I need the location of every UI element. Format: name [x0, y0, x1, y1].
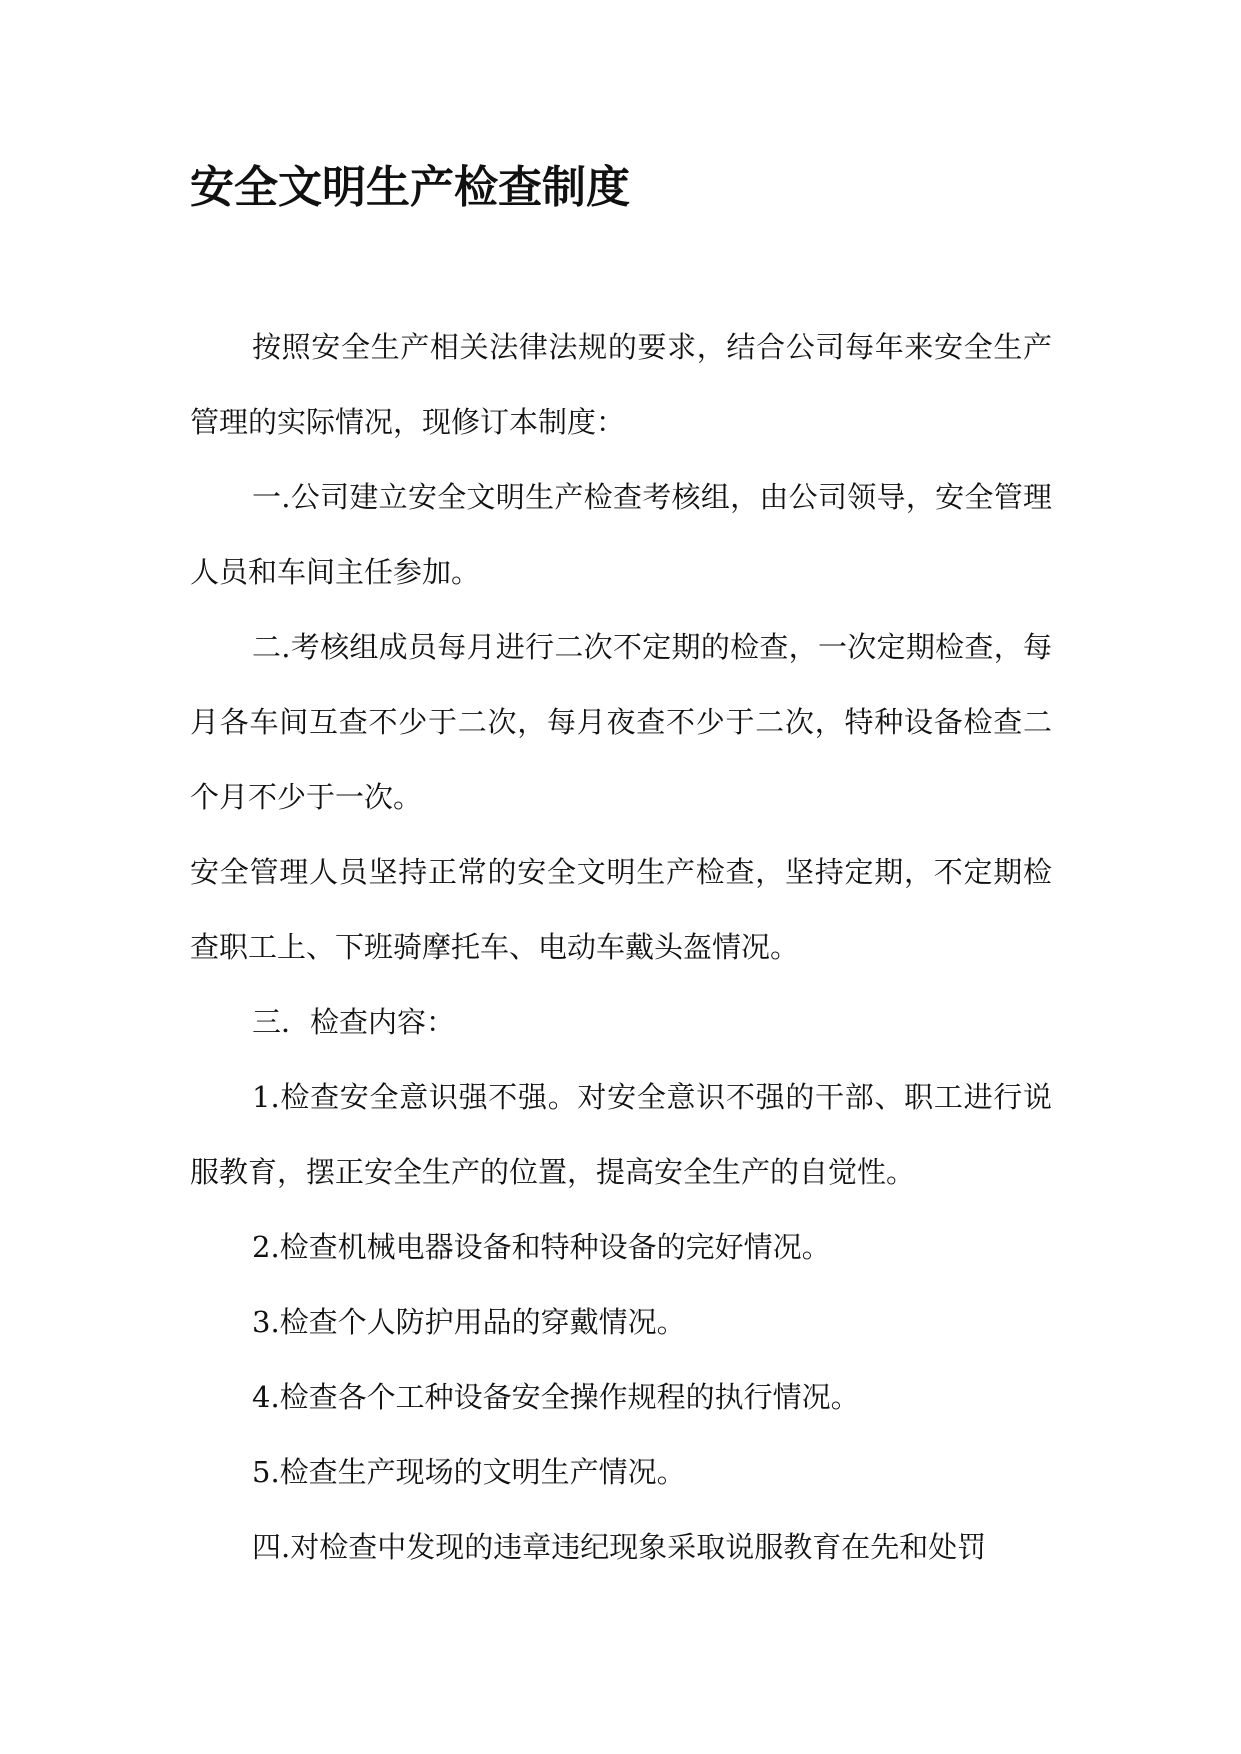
paragraph-safety-staff: 安全管理人员坚持正常的安全文明生产检查，坚持定期，不定期检查职工上、下班骑摩托车、电动车戴头盔情况。	[190, 855, 1052, 964]
paragraph-intro: 按照安全生产相关法律法规的要求，结合公司每年来安全生产管理的实际情况，现修订本制度：	[190, 330, 1052, 439]
paragraph-check-1: 1.检查安全意识强不强。对安全意识不强的干部、职工进行说服教育，摆正安全生产的位置，提高安全生产的自觉性。	[190, 1080, 1052, 1189]
paragraph-item-1: 一.公司建立安全文明生产检查考核组，由公司领导，安全管理人员和车间主任参加。	[190, 480, 1052, 589]
paragraph-check-2: 2.检查机械电器设备和特种设备的完好情况。	[252, 1230, 831, 1264]
paragraph-item-2: 二.考核组成员每月进行二次不定期的检查，一次定期检查，每月各车间互查不少于二次，每月夜查不少于二次，特种设备检查二个月不少于一次。	[190, 630, 1052, 814]
document-title: 安全文明生产检查制度	[190, 162, 630, 213]
paragraph-check-4: 4.检查各个工种设备安全操作规程的执行情况。	[252, 1380, 860, 1414]
paragraph-check-3: 3.检查个人防护用品的穿戴情况。	[252, 1305, 686, 1339]
paragraph-item-4: 四.对检查中发现的违章违纪现象采取说服教育在先和处罚	[252, 1530, 987, 1564]
paragraph-item-3-heading: 三．检查内容：	[252, 1005, 456, 1039]
document-body	[190, 310, 1052, 1585]
paragraph-check-5: 5.检查生产现场的文明生产情况。	[252, 1455, 686, 1489]
